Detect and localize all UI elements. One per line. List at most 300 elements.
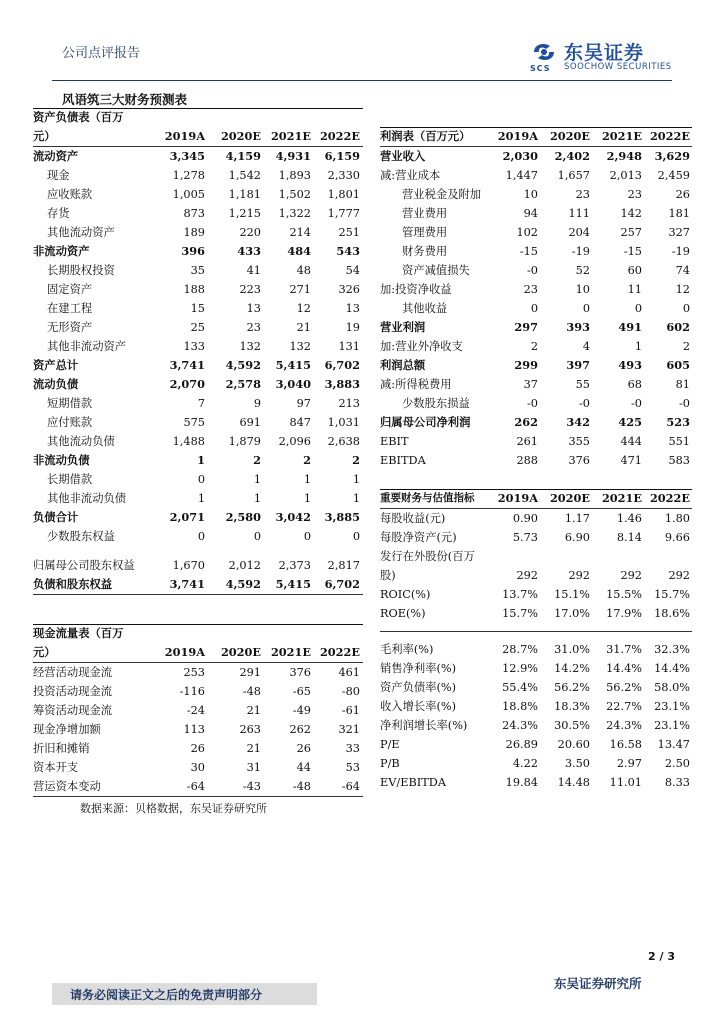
row-label: 归属母公司股东权益	[33, 559, 135, 572]
cell-value: 13.47	[657, 738, 690, 751]
row-label: 筹资活动现金流	[33, 704, 113, 717]
footer-institute: 东吴证券研究所	[554, 976, 642, 991]
cell-value: 14.2%	[554, 662, 590, 675]
table-row	[33, 242, 363, 261]
cell-value: 1	[303, 492, 311, 505]
table-row	[380, 547, 692, 585]
cell-value: 23.1%	[654, 719, 690, 732]
table-row	[33, 185, 363, 204]
cell-value: 2,070	[169, 377, 205, 391]
cell-value: 26	[190, 742, 205, 755]
cell-value: 20.60	[557, 738, 590, 751]
row-label: 收入增长率(%)	[380, 700, 457, 713]
cell-value: 111	[568, 207, 590, 220]
cell-value: 15.7%	[654, 588, 690, 601]
cell-value: 1,670	[172, 559, 205, 572]
cash-flow-table	[33, 624, 363, 797]
row-label: 加:营业外净收支	[380, 340, 463, 353]
cell-value: 327	[668, 226, 690, 239]
table-row	[380, 147, 692, 166]
cell-value: 321	[338, 723, 360, 736]
cell-value: 41	[246, 264, 261, 277]
cell-value: 0	[352, 530, 360, 543]
cash-flow-header-row	[33, 643, 363, 662]
row-label: ROE(%)	[380, 607, 426, 620]
table-row	[380, 735, 692, 754]
cell-value: 0	[303, 530, 311, 543]
cell-value: 9.66	[664, 531, 690, 544]
table-row	[380, 356, 692, 375]
table-row	[380, 754, 692, 773]
cell-value: 484	[287, 244, 311, 258]
cell-value: 16.58	[609, 738, 642, 751]
table-bottom-rule	[33, 796, 363, 797]
cell-value: -64	[341, 780, 360, 793]
cell-value: -48	[242, 685, 261, 698]
table-row	[380, 604, 692, 623]
cell-value: 1.46	[616, 512, 642, 525]
row-label: 应付账款	[47, 416, 93, 429]
cell-value: 14.4%	[606, 662, 642, 675]
cell-value: 2,402	[554, 149, 590, 163]
table-row	[33, 280, 363, 299]
cell-value: 551	[668, 435, 690, 448]
cell-value: 2,096	[278, 435, 311, 448]
row-label: 非流动负债	[33, 453, 90, 467]
cell-value: 19.84	[505, 776, 538, 789]
cell-value: 113	[183, 723, 205, 736]
cell-value: 97	[296, 397, 311, 410]
cell-value: -80	[341, 685, 360, 698]
cell-value: 1	[253, 492, 261, 505]
table-row	[380, 166, 692, 185]
page-number: 2 / 3	[648, 950, 675, 963]
cell-value: 14.4%	[654, 662, 690, 675]
row-label: 资产总计	[33, 358, 79, 372]
column-header: 2019A	[497, 491, 538, 505]
row-label: 长期借款	[47, 473, 93, 486]
cell-value: 13	[345, 302, 360, 315]
row-label: 其他流动资产	[47, 226, 115, 239]
cell-value: 2	[530, 340, 538, 353]
table-row	[380, 528, 692, 547]
cell-value: 493	[618, 358, 642, 372]
row-label: 长期股权投资	[47, 264, 115, 277]
row-label: 管理费用	[402, 226, 448, 239]
table-row	[33, 682, 363, 701]
cell-value: 397	[566, 358, 590, 372]
cell-value: 35	[190, 264, 205, 277]
cell-value: 2,030	[502, 149, 538, 163]
balance-sheet-header-row	[33, 127, 363, 146]
cell-value: 602	[666, 320, 690, 334]
cell-value: 19	[345, 321, 360, 334]
table-row	[33, 701, 363, 720]
cell-value: 52	[575, 264, 590, 277]
cell-value: -65	[292, 685, 311, 698]
income-statement-title: 利润表（百万元）	[380, 129, 471, 143]
cell-value: -0	[630, 397, 642, 410]
cell-value: 0	[582, 302, 590, 315]
cell-value: 3,345	[169, 149, 205, 163]
cell-value: -0	[526, 397, 538, 410]
cell-value: -64	[186, 780, 205, 793]
cell-value: -43	[242, 780, 261, 793]
report-type-label: 公司点评报告	[62, 46, 141, 61]
cell-value: 15.7%	[502, 607, 538, 620]
section-title: 风语筑三大财务预测表	[62, 92, 188, 107]
table-row	[33, 432, 363, 451]
cell-value: 342	[566, 415, 590, 429]
table-row	[380, 242, 692, 261]
soochow-logo-icon	[530, 40, 558, 64]
cell-value: 2	[682, 340, 690, 353]
cell-value: 1,879	[228, 435, 261, 448]
source-note: 数据来源：贝格数据，东吴证券研究所	[80, 802, 267, 815]
cell-value: 6,702	[324, 358, 360, 372]
cell-value: 2,013	[609, 169, 642, 182]
table-row	[33, 394, 363, 413]
cell-value: 0	[634, 302, 642, 315]
cell-value: 81	[675, 378, 690, 391]
logo-english-name: SOOCHOW SECURITIES	[564, 62, 672, 72]
cell-value: 257	[620, 226, 642, 239]
cell-value: 55	[575, 378, 590, 391]
cell-value: -15	[519, 245, 538, 258]
cell-value: 0	[253, 530, 261, 543]
cell-value: 23.1%	[654, 700, 690, 713]
table-row	[33, 204, 363, 223]
cell-value: 12	[675, 283, 690, 296]
cell-value: 18.8%	[502, 700, 538, 713]
cell-value: 1,322	[278, 207, 311, 220]
table-row	[33, 223, 363, 242]
row-label: 毛利率(%)	[380, 643, 434, 656]
cell-value: 214	[289, 226, 311, 239]
cash-flow-title: 现金流量表（百万	[33, 626, 124, 640]
cell-value: 213	[338, 397, 360, 410]
column-header: 2022E	[649, 491, 690, 505]
column-header: 2020E	[549, 129, 590, 143]
row-label: ROIC(%)	[380, 588, 431, 601]
cell-value: -0	[526, 264, 538, 277]
cell-value: 605	[666, 358, 690, 372]
row-label: P/E	[380, 738, 400, 751]
cell-value: 1,181	[228, 188, 261, 201]
cell-value: 33	[345, 742, 360, 755]
cell-value: 56.2%	[554, 681, 590, 694]
cell-value: 2,012	[228, 559, 261, 572]
table-bottom-rule	[33, 594, 363, 595]
cell-value: 6,702	[324, 577, 360, 591]
row-label: 其他收益	[402, 302, 448, 315]
cell-value: 355	[568, 435, 590, 448]
cell-value: 1,031	[327, 416, 360, 429]
cell-value: 292	[668, 569, 690, 582]
row-label: 流动负债	[33, 377, 79, 391]
row-label: 减:所得税费用	[380, 378, 452, 391]
table-row	[380, 585, 692, 604]
cell-value: 1,488	[172, 435, 205, 448]
cell-value: 23	[246, 321, 261, 334]
cell-value: 847	[289, 416, 311, 429]
cell-value: 142	[620, 207, 642, 220]
cell-value: 0	[682, 302, 690, 315]
cell-value: 188	[183, 283, 205, 296]
cell-value: 25	[190, 321, 205, 334]
cell-value: 262	[514, 415, 538, 429]
cell-value: 523	[666, 415, 690, 429]
cell-value: 23	[575, 188, 590, 201]
cell-value: -61	[341, 704, 360, 717]
row-label: P/B	[380, 757, 400, 770]
cell-value: 26	[675, 188, 690, 201]
row-label: 资本开支	[33, 761, 79, 774]
cell-value: 5,415	[275, 577, 311, 591]
cell-value: 291	[239, 666, 261, 679]
cell-value: 94	[523, 207, 538, 220]
cell-value: 444	[620, 435, 642, 448]
cell-value: 68	[627, 378, 642, 391]
cell-value: 1,893	[278, 169, 311, 182]
cell-value: 24.3%	[502, 719, 538, 732]
cell-value: -0	[678, 397, 690, 410]
cell-value: 2	[253, 453, 261, 467]
cell-value: 4.22	[512, 757, 538, 770]
row-label: 流动资产	[33, 149, 79, 163]
cell-value: 17.0%	[554, 607, 590, 620]
row-label: 投资活动现金流	[33, 685, 113, 698]
row-label: 销售净利率(%)	[380, 662, 457, 675]
cell-value: 31.0%	[554, 643, 590, 656]
cell-value: 181	[668, 207, 690, 220]
cell-value: 376	[289, 666, 311, 679]
key-metrics-title: 重要财务与估值指标	[380, 492, 475, 504]
column-header: 2021E	[270, 129, 311, 143]
cell-value: 1.17	[564, 512, 590, 525]
table-row	[380, 375, 692, 394]
cell-value: -48	[292, 780, 311, 793]
cell-value: 1	[197, 453, 205, 467]
table-row	[380, 185, 692, 204]
balance-sheet-table	[33, 108, 363, 595]
table-row	[33, 777, 363, 796]
row-label: 营业税金及附加	[402, 188, 482, 201]
row-label: 加:投资净收益	[380, 283, 452, 296]
table-row	[33, 318, 363, 337]
cell-value: 131	[338, 340, 360, 353]
cell-value: 12	[296, 302, 311, 315]
cell-value: 3,042	[275, 510, 311, 524]
table-row	[33, 758, 363, 777]
table-row	[33, 489, 363, 508]
header-divider	[52, 80, 672, 81]
cell-value: 396	[181, 244, 205, 258]
cell-value: 1	[352, 473, 360, 486]
table-divider	[380, 631, 692, 632]
cell-value: -116	[179, 685, 205, 698]
row-label: 净利润增长率(%)	[380, 719, 468, 732]
cell-value: 1,542	[228, 169, 261, 182]
table-row	[380, 773, 692, 792]
cell-value: 0.90	[512, 512, 538, 525]
cell-value: 8.14	[616, 531, 642, 544]
cell-value: 1	[352, 492, 360, 505]
row-label: 存货	[47, 207, 70, 220]
table-row	[380, 299, 692, 318]
cell-value: 11	[627, 283, 642, 296]
cell-value: 271	[289, 283, 311, 296]
cell-value: 53	[345, 761, 360, 774]
cell-value: 31.7%	[606, 643, 642, 656]
cell-value: 292	[620, 569, 642, 582]
cell-value: 11.01	[609, 776, 642, 789]
cell-value: 220	[239, 226, 261, 239]
cell-value: 583	[668, 454, 690, 467]
column-header: 2021E	[601, 491, 642, 505]
cell-value: 12.9%	[502, 662, 538, 675]
cell-value: 425	[618, 415, 642, 429]
table-row	[380, 337, 692, 356]
cell-value: 261	[516, 435, 538, 448]
column-header: 2022E	[319, 129, 360, 143]
cell-value: 22.7%	[606, 700, 642, 713]
column-header: 2021E	[270, 645, 311, 659]
cell-value: 2,948	[606, 149, 642, 163]
cell-value: 873	[183, 207, 205, 220]
row-label: 经营活动现金流	[33, 666, 113, 679]
cell-value: 253	[183, 666, 205, 679]
row-label: 少数股东权益	[47, 530, 115, 543]
cell-value: -49	[292, 704, 311, 717]
row-label: 每股收益(元)	[380, 512, 446, 525]
cell-value: 23	[523, 283, 538, 296]
cell-value: 6,159	[324, 149, 360, 163]
cell-value: 10	[523, 188, 538, 201]
cell-value: 4	[582, 340, 590, 353]
row-label: 短期借款	[47, 397, 93, 410]
cell-value: 48	[296, 264, 311, 277]
cell-value: 4,159	[225, 149, 261, 163]
table-row	[33, 147, 363, 166]
table-row	[33, 356, 363, 375]
cell-value: 0	[197, 473, 205, 486]
column-header: 2019A	[164, 129, 205, 143]
cell-value: 1	[634, 340, 642, 353]
row-label: EBIT	[380, 435, 409, 448]
row-label: 发行在外股份(百万股)	[380, 550, 475, 582]
row-label: 其他非流动资产	[47, 340, 127, 353]
cell-value: 55.4%	[502, 681, 538, 694]
cell-value: 37	[523, 378, 538, 391]
table-row	[380, 318, 692, 337]
row-label: EBITDA	[380, 454, 426, 467]
table-row	[33, 299, 363, 318]
cell-value: 2.97	[616, 757, 642, 770]
cell-value: 30	[190, 761, 205, 774]
row-label: 利润总额	[380, 358, 426, 372]
table-row	[380, 451, 692, 470]
cell-value: 28.7%	[502, 643, 538, 656]
cell-value: 2,459	[657, 169, 690, 182]
balance-sheet-title: 资产负债表（百万	[33, 110, 124, 124]
table-row	[380, 659, 692, 678]
column-header: 2019A	[164, 645, 205, 659]
row-label: 财务费用	[402, 245, 448, 258]
cell-value: 433	[237, 244, 261, 258]
cell-value: 60	[627, 264, 642, 277]
cell-value: 15	[190, 302, 205, 315]
table-row	[380, 204, 692, 223]
row-label: 营业利润	[380, 320, 426, 334]
table-row	[33, 375, 363, 394]
table-row	[33, 166, 363, 185]
cell-value: 3.50	[564, 757, 590, 770]
table-row	[33, 470, 363, 489]
cell-value: 292	[568, 569, 590, 582]
cell-value: -19	[671, 245, 690, 258]
cell-value: 21	[296, 321, 311, 334]
cell-value: 297	[514, 320, 538, 334]
table-row	[33, 451, 363, 470]
cell-value: 223	[239, 283, 261, 296]
cell-value: 18.3%	[554, 700, 590, 713]
row-label: 非流动资产	[33, 244, 90, 258]
cell-value: -0	[578, 397, 590, 410]
column-header: 2020E	[549, 491, 590, 505]
cell-value: 1	[303, 473, 311, 486]
cell-value: 1,801	[327, 188, 360, 201]
cell-value: 3,741	[169, 577, 205, 591]
cell-value: 393	[566, 320, 590, 334]
row-spacer	[33, 546, 363, 556]
cell-value: 2	[352, 453, 360, 467]
cell-value: 5.73	[512, 531, 538, 544]
cell-value: 23	[627, 188, 642, 201]
row-label: 负债和股东权益	[33, 577, 113, 591]
cell-value: 30.5%	[554, 719, 590, 732]
cell-value: 288	[516, 454, 538, 467]
row-label: 营运资本变动	[33, 780, 101, 793]
row-label: EV/EBITDA	[380, 776, 446, 789]
footer-disclaimer: 请务必阅读正文之后的免责声明部分	[70, 988, 263, 1002]
table-row	[33, 527, 363, 546]
income-statement-header-row	[380, 127, 692, 146]
cell-value: 491	[618, 320, 642, 334]
cell-value: 2,330	[327, 169, 360, 182]
cell-value: 10	[575, 283, 590, 296]
cell-value: 299	[514, 358, 538, 372]
cell-value: 2.50	[664, 757, 690, 770]
row-label: 营业收入	[380, 149, 426, 163]
income-statement-table	[380, 127, 692, 470]
table-row	[33, 261, 363, 280]
cell-value: 133	[183, 340, 205, 353]
column-header: 2022E	[649, 129, 690, 143]
row-label: 在建工程	[47, 302, 93, 315]
cell-value: 24.3%	[606, 719, 642, 732]
cell-value: 102	[516, 226, 538, 239]
table-row	[380, 223, 692, 242]
cell-value: 44	[296, 761, 311, 774]
table-row	[380, 280, 692, 299]
cash-flow-title-cont: 元）	[33, 645, 56, 659]
cell-value: 543	[336, 244, 360, 258]
cell-value: 14.48	[557, 776, 590, 789]
key-metrics-header-row	[380, 489, 692, 508]
cell-value: 0	[530, 302, 538, 315]
row-label: 固定资产	[47, 283, 93, 296]
